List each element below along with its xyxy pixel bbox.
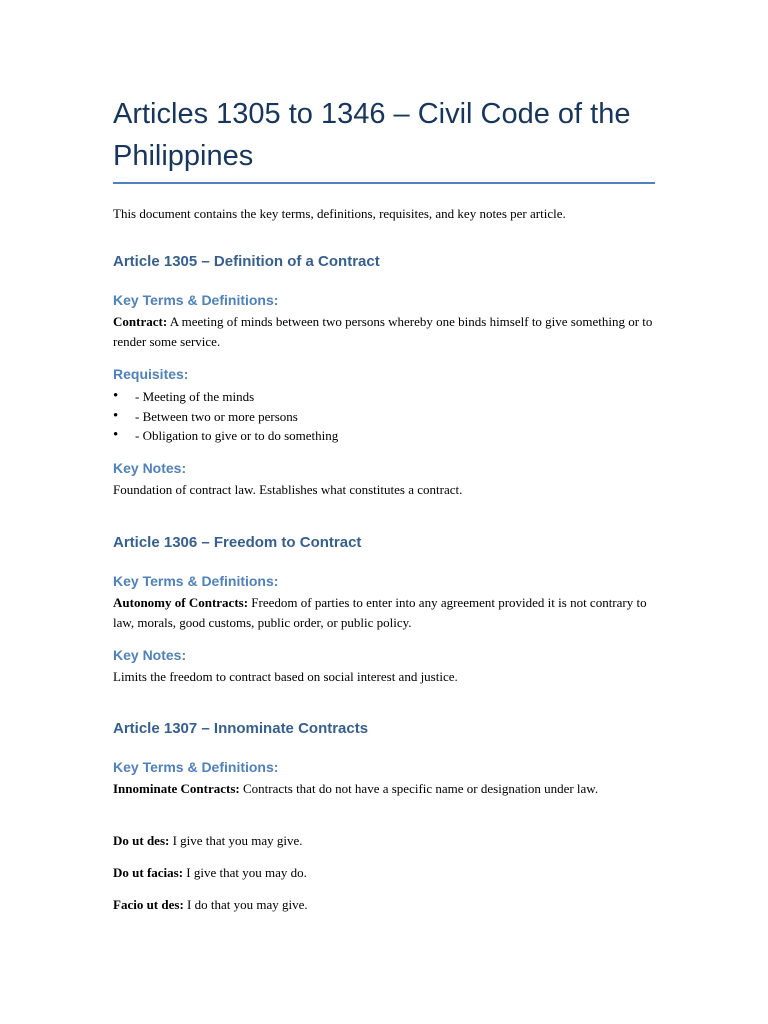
- term-label: Do ut des:: [113, 833, 170, 848]
- term-definition: I give that you may give.: [169, 833, 303, 848]
- article-1306-notes-heading: Key Notes:: [113, 647, 187, 663]
- article-1305-notes: Foundation of contract law. Establishes what constitutes a contract.: [113, 482, 463, 497]
- article-1307-term-facio-ut-des: [113, 895, 655, 915]
- article-1305-notes-heading: Key Notes:: [113, 460, 187, 476]
- bullet-icon: •: [113, 407, 119, 424]
- bullet-icon: •: [113, 388, 119, 404]
- term-definition: Contracts that do not have a specific name or designation under law.: [239, 781, 599, 796]
- article-1307-terms-heading: Key Terms & Definitions:: [113, 759, 279, 775]
- article-1305-terms-heading: Key Terms & Definitions:: [113, 292, 279, 308]
- term-definition: Freedom of parties to enter into any agreement provided it is not contrary to law, morals, good customs, public order, or public policy.: [113, 595, 647, 630]
- document-page: [113, 0, 655, 912]
- article-1307-heading: Article 1307 – Innominate Contracts: [113, 720, 369, 737]
- article-1306-term-autonomy: [113, 593, 655, 632]
- list-item: • - Obligation to give or to do something: [113, 426, 655, 446]
- article-1307-term-do-ut-facias: [113, 863, 655, 883]
- document-intro: This document contains the key terms, definitions, requisites, and key notes per article.: [113, 206, 566, 221]
- term-label: Facio ut des:: [113, 897, 184, 912]
- term-label: Do ut facias:: [113, 865, 184, 880]
- article-1305-term-contract: [113, 312, 655, 351]
- document-title: Articles 1305 to 1346 – Civil Code of the Philippines: [113, 0, 655, 184]
- article-1305-requisites-heading: Requisites:: [113, 366, 189, 382]
- term-definition: A meeting of minds between two persons whereby one binds himself to give something or to render some service.: [113, 314, 653, 349]
- article-1305-requisites-list: [113, 387, 655, 446]
- term-definition: I give that you may do.: [183, 865, 307, 880]
- article-1307-term-innominate: [113, 779, 655, 799]
- article-1306-notes: Limits the freedom to contract based on social interest and justice.: [113, 669, 458, 684]
- term-definition: I do that you may give.: [183, 897, 308, 912]
- bullet-icon: •: [113, 427, 119, 443]
- list-item: • - Between two or more persons: [113, 407, 655, 427]
- term-label: Contract:: [113, 314, 168, 329]
- article-1306-terms-heading: Key Terms & Definitions:: [113, 573, 279, 589]
- article-1306-heading: Article 1306 – Freedom to Contract: [113, 534, 362, 551]
- term-label: Innominate Contracts:: [113, 781, 240, 796]
- article-1305-heading: Article 1305 – Definition of a Contract: [113, 253, 380, 270]
- term-label: Autonomy of Contracts:: [113, 595, 249, 610]
- article-1307-term-do-ut-des: [113, 831, 655, 851]
- list-item: • - Meeting of the minds: [113, 387, 655, 407]
